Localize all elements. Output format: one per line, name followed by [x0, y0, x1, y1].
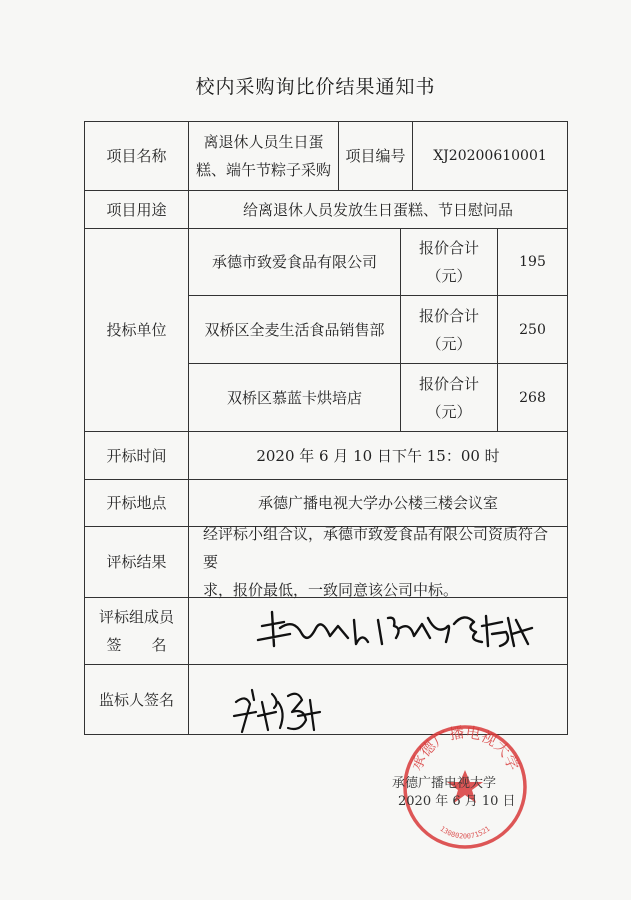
panel-signatures: [250, 598, 540, 664]
seal-text: 承德广播电视大学: [407, 723, 523, 774]
svg-text:承德广播电视大学: [407, 723, 523, 773]
label-open-place: 开标地点: [106, 494, 167, 512]
panel-sign-line-2: 签 名: [106, 636, 167, 654]
label-project-use: 项目用途: [106, 200, 167, 219]
bidder-name-2: 双桥区全麦生活食品销售部: [204, 320, 385, 339]
label-supervisor-sign: 监标人签名: [98, 690, 174, 709]
quote-label-line-1: 报价合计: [418, 374, 479, 393]
project-name-line-1: 离退休人员生日蛋: [203, 133, 324, 151]
bidder-amount-1: 195: [519, 254, 546, 270]
project-name-value: [189, 122, 338, 190]
footer-org: 承德广播电视大学: [392, 776, 497, 791]
bidder-name-1: 承德市致爱食品有限公司: [211, 253, 377, 271]
label-open-time: 开标时间: [106, 446, 167, 465]
project-number-value: XJ20200610001: [433, 148, 547, 164]
quote-label-line-2: （元）: [426, 334, 472, 353]
quote-label-3: [401, 364, 497, 431]
label-project-name: 项目名称: [106, 147, 167, 165]
result-line-2: 求，报价最低，一致同意该公司中标。: [203, 581, 459, 599]
bidder-name-3: 双桥区慕蓝卡烘培店: [226, 388, 362, 407]
open-time-value: 2020 年 6 月 10 日下午 15：00 时: [256, 446, 500, 465]
quote-label-line-1: 报价合计: [418, 306, 479, 325]
label-project-number: 项目编号: [345, 147, 406, 165]
supervisor-signature: [228, 672, 328, 744]
result-value: [189, 527, 567, 597]
quote-label-2: [401, 296, 497, 363]
document-title: 校内采购询比价结果通知书: [195, 76, 436, 98]
label-panel-sign: [85, 598, 188, 664]
project-use-value: 给离退休人员发放生日蛋糕、节日慰问品: [242, 200, 513, 219]
svg-text:1308020071521: [438, 825, 491, 841]
quote-label-line-1: 报价合计: [418, 239, 479, 257]
quote-label-line-2: （元）: [426, 267, 472, 285]
quote-label-1: [401, 229, 497, 295]
bidder-amount-3: 268: [519, 389, 546, 406]
panel-sign-line-1: 评标组成员: [98, 608, 174, 626]
seal-number: 1308020071521: [438, 824, 492, 841]
label-bidders: 投标单位: [106, 321, 167, 339]
open-place-value: 承德广播电视大学办公楼三楼会议室: [257, 494, 498, 512]
footer-date: 2020 年 6 月 10 日: [398, 794, 516, 809]
label-result: 评标结果: [106, 553, 167, 571]
result-line-1: 经评标小组合议，承德市致爱食品有限公司资质符合要: [203, 525, 549, 571]
bidder-amount-2: 250: [519, 321, 546, 338]
project-name-line-2: 糕、端午节粽子采购: [195, 161, 331, 179]
quote-label-line-2: （元）: [426, 402, 472, 421]
